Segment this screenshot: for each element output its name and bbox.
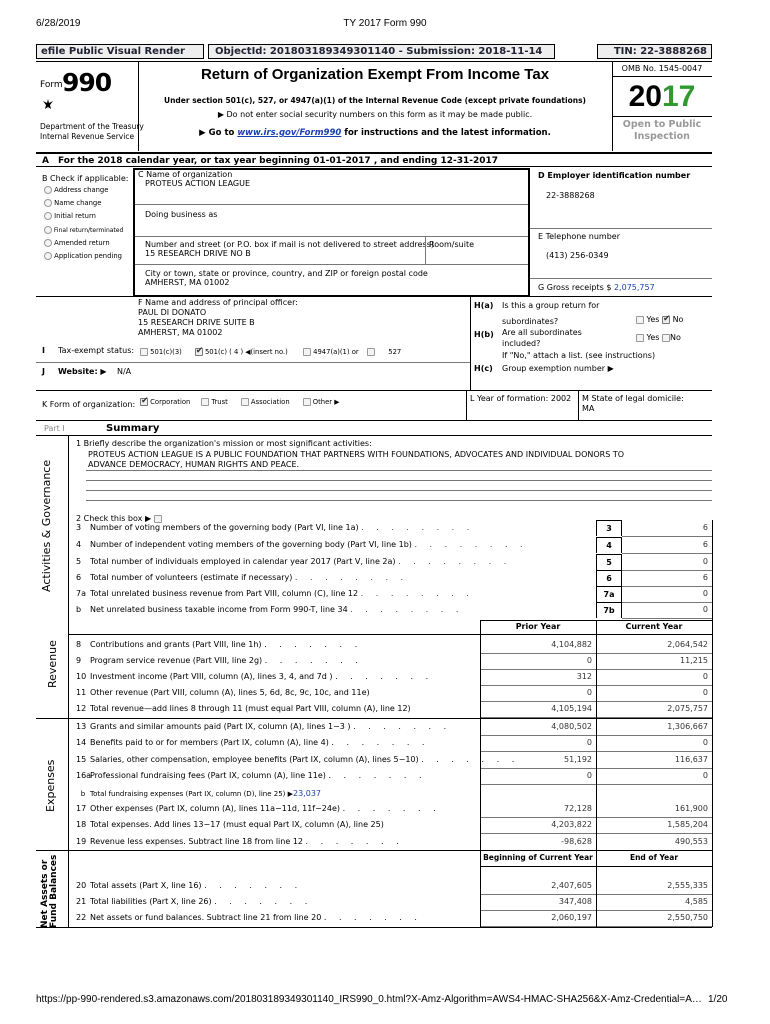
line16b-value: 23,037	[293, 789, 321, 798]
prior-22: 2,060,197	[551, 913, 592, 922]
fin-line-12: 12 Total revenue—add lines 8 through 11 (must equal Part VIII, column (A), line 12)	[76, 704, 411, 713]
gov-value-6: 6	[702, 573, 708, 582]
legal-domicile-value: MA	[582, 404, 595, 413]
fin-line-19: 19 Revenue less expenses. Subtract line 18 from line 12 . . . . . . .	[76, 837, 404, 846]
current-11: 0	[702, 688, 708, 697]
prior-12: 4,105,194	[551, 704, 592, 713]
irs-eagle-icon	[42, 98, 54, 110]
fin-line-11: 11 Other revenue (Part VIII, column (A), lines 5, 6d, 8c, 9c, 10c, and 11e)	[76, 688, 370, 697]
col-begin-year: Beginning of Current Year	[483, 853, 593, 862]
gov-value-b: 0	[702, 605, 708, 614]
current-18: 1,585,204	[667, 820, 708, 829]
website-value: N/A	[117, 367, 132, 376]
gov-value-5: 0	[702, 557, 708, 566]
website-label: Website: ▶	[58, 367, 107, 376]
current-17: 161,900	[674, 804, 708, 813]
col-current-year: Current Year	[625, 622, 683, 631]
hb-note: If "No," attach a list. (see instructions)	[502, 351, 656, 360]
year-of-formation: L Year of formation: 2002	[470, 394, 572, 403]
street-address: 15 RESEARCH DRIVE NO B	[145, 249, 251, 258]
current-19: 490,553	[674, 837, 708, 846]
current-10: 0	[702, 672, 708, 681]
tin-label: TIN: 22-3888268	[597, 44, 712, 59]
prior-16a: 0	[586, 771, 592, 780]
line2-check[interactable]: 2 Check this box ▶	[76, 514, 162, 523]
section-a-letter: A	[42, 156, 49, 166]
gov-box-7a: 7a	[596, 586, 622, 602]
org-form-label: K Form of organization:	[42, 400, 136, 409]
summary-title: Summary	[106, 423, 160, 434]
prior-11: 0	[586, 688, 592, 697]
current-15: 116,637	[674, 755, 708, 764]
current-8: 2,064,542	[667, 640, 708, 649]
form-title: Return of Organization Exempt From Income Tax	[200, 66, 550, 83]
current-9: 11,215	[680, 656, 708, 665]
check-if-applicable: B Check if applicable:	[42, 174, 129, 183]
form-number: 990	[62, 68, 112, 97]
phone-value: (413) 256-0349	[546, 251, 609, 260]
fin-line-17: 17 Other expenses (Part IX, column (A), lines 11a−11d, 11f−24e) . . . . . . .	[76, 804, 441, 813]
fin-line-22: 22 Net assets or fund balances. Subtract line 21 from line 20 . . . . . . .	[76, 913, 422, 922]
fin-line-13: 13 Grants and similar amounts paid (Part IX, column (A), lines 1−3 ) . . . . . . .	[76, 722, 452, 731]
department-label: Department of the Treasury	[40, 122, 144, 131]
gov-box-5: 5	[596, 554, 622, 570]
gov-box-6: 6	[596, 570, 622, 586]
footer-url: https://pp-990-rendered.s3.amazonaws.com/201803189349301140_IRS990_0.html?X-Amz-Algorithm=AWS4-HMAC-SHA256&X-Amz-Credential=A…	[36, 994, 702, 1005]
current-20: 2,555,335	[667, 881, 708, 890]
tax-exempt-status[interactable]: 501(c)(3) ✔ 501(c) ( 4 ) ◀(insert no.) 4947(a)(1) or 527	[140, 348, 401, 356]
gov-line-7a: 7a Total unrelated business revenue from Part VIII, column (C), line 12 . . . . . . . .	[76, 589, 474, 598]
sidebar-expenses: Expenses	[44, 759, 57, 812]
print-title: TY 2017 Form 990	[343, 18, 427, 29]
gross-receipts: G Gross receipts $ 2,075,757	[538, 283, 655, 292]
gov-line-3: 3 Number of voting members of the governing body (Part VI, line 1a) . . . . . . . .	[76, 523, 475, 532]
public-inspection: Open to Public Inspection	[622, 119, 702, 142]
gov-box-3: 3	[596, 520, 622, 536]
current-22: 2,550,750	[667, 913, 708, 922]
line16b: b Total fundraising expenses (Part IX, column (D), line 25) ▶23,037	[80, 789, 321, 798]
hb-question-cont: included?	[502, 339, 541, 348]
legal-domicile-label: M State of legal domicile:	[582, 394, 684, 403]
gov-line-6: 6 Total number of volunteers (estimate if necessary) . . . . . . . .	[76, 573, 409, 582]
prior-21: 347,408	[558, 897, 592, 906]
prior-15: 51,192	[564, 755, 592, 764]
line1-label: 1 Briefly describe the organization's mission or most significant activities:	[76, 439, 372, 448]
gov-box-7b: 7b	[596, 602, 622, 618]
prior-8: 4,104,882	[551, 640, 592, 649]
current-21: 4,585	[685, 897, 708, 906]
current-16a: 0	[702, 771, 708, 780]
application-pending-option[interactable]: Application pending	[44, 250, 123, 263]
current-12: 2,075,757	[667, 704, 708, 713]
ha-yes-no[interactable]: Yes ✔ No	[636, 315, 683, 324]
initial-return-option[interactable]: Initial return	[44, 210, 123, 223]
ein-value: 22-3888268	[546, 191, 595, 200]
fin-line-15: 15 Salaries, other compensation, employee benefits (Part IX, column (A), lines 5−10) . . . . . . .	[76, 755, 520, 764]
col-prior-year: Prior Year	[515, 622, 561, 631]
prior-9: 0	[586, 656, 592, 665]
mission-text-2: ADVANCE DEMOCRACY, HUMAN RIGHTS AND PEACE.	[88, 460, 300, 469]
form-subtitle: Under section 501(c), 527, or 4947(a)(1) of the Internal Revenue Code (except private foundations)	[164, 96, 586, 105]
col-end-year: End of Year	[629, 853, 679, 862]
goto-line: ▶ Go to www.irs.gov/Form990 for instructions and the latest information.	[199, 128, 551, 138]
fin-line-21: 21 Total liabilities (Part X, line 26) . . . . . . .	[76, 897, 313, 906]
hb-question: Are all subordinates	[502, 328, 582, 337]
gov-line-4: 4 Number of independent voting members of the governing body (Part VI, line 1b) . . . . . . . .	[76, 540, 528, 549]
prior-13: 4,080,502	[551, 722, 592, 731]
section-j-letter: J	[42, 367, 45, 376]
room-label: Room/suite	[429, 240, 474, 249]
fin-line-9: 9 Program service revenue (Part VIII, line 2g) . . . . . . .	[76, 656, 363, 665]
current-14: 0	[702, 738, 708, 747]
sidebar-revenue: Revenue	[46, 640, 59, 688]
fin-line-8: 8 Contributions and grants (Part VIII, line 1h) . . . . . . .	[76, 640, 363, 649]
officer-street: 15 RESEARCH DRIVE SUITE B	[138, 318, 255, 327]
object-id: ObjectId: 201803189349301140 - Submission: 2018-11-14	[208, 44, 555, 59]
city-label: City or town, state or province, country, and ZIP or foreign postal code	[145, 269, 428, 278]
fin-line-18: 18 Total expenses. Add lines 13−17 (must equal Part IX, column (A), line 25)	[76, 820, 384, 829]
prior-17: 72,128	[564, 804, 592, 813]
tax-year-period: For the 2018 calendar year, or tax year beginning 01-01-2017 , and ending 12-31-2017	[58, 156, 499, 166]
gov-value-3: 6	[702, 523, 708, 532]
ha-question: Is this a group return for	[502, 301, 600, 310]
prior-19: -98,628	[561, 837, 592, 846]
org-form-options[interactable]: ✔ Corporation Trust Association Other ▶	[140, 398, 339, 406]
fin-line-14: 14 Benefits paid to or for members (Part IX, column (A), line 4) . . . . . . .	[76, 738, 430, 747]
gov-line-b: b Net unrelated business taxable income from Form 990-T, line 34 . . . . . . . .	[76, 605, 464, 614]
name-change-option[interactable]: Name change	[44, 197, 123, 210]
final-return-option[interactable]: Final return/terminated	[44, 224, 123, 237]
prior-14: 0	[586, 738, 592, 747]
officer-name: PAUL DI DONATO	[138, 308, 207, 317]
dba-label: Doing business as	[145, 210, 218, 219]
ha-question-cont: subordinates?	[502, 317, 559, 326]
fin-line-10: 10 Investment income (Part VIII, column (A), lines 3, 4, and 7d ) . . . . . . .	[76, 672, 434, 681]
officer-city: AMHERST, MA 01002	[138, 328, 223, 337]
omb-number: OMB No. 1545-0047	[621, 64, 703, 73]
form-word: Form	[40, 80, 63, 90]
gov-value-7a: 0	[702, 589, 708, 598]
hb-yes-no[interactable]: Yes No	[636, 333, 681, 342]
gov-box-4: 4	[596, 537, 622, 553]
sidebar-net-assets: Net Assets or Fund Balances	[40, 854, 59, 928]
gov-line-5: 5 Total number of individuals employed in calendar year 2017 (Part V, line 2a) . . . . . . . .	[76, 557, 512, 566]
fin-line-20: 20 Total assets (Part X, line 16) . . . . . . .	[76, 881, 303, 890]
org-name-label: C Name of organization	[138, 170, 233, 179]
phone-label: E Telephone number	[538, 232, 620, 241]
irs-label: Internal Revenue Service	[40, 132, 135, 141]
tax-exempt-label: Tax-exempt status:	[58, 346, 135, 355]
hc-label: H(c)	[474, 364, 493, 373]
ein-label: D Employer identification number	[538, 171, 691, 180]
sidebar-activities: Activities & Governance	[40, 459, 53, 592]
part-number: Part I	[44, 424, 82, 435]
city-address: AMHERST, MA 01002	[145, 278, 230, 287]
current-13: 1,306,667	[667, 722, 708, 731]
tax-year: 2017	[628, 80, 696, 113]
irs-link[interactable]: www.irs.gov/Form990	[237, 128, 342, 138]
ha-label: H(a)	[474, 301, 494, 310]
hc-text: Group exemption number ▶	[502, 364, 614, 373]
amended-return-option[interactable]: Amended return	[44, 237, 123, 250]
render-label: efile Public Visual Render	[36, 44, 204, 59]
print-date: 6/28/2019	[36, 18, 81, 29]
prior-20: 2,407,605	[551, 881, 592, 890]
street-label: Number and street (or P.O. box if mail is not delivered to street address)	[145, 240, 434, 249]
ssn-note: ▶ Do not enter social security numbers on this form as it may be made public.	[217, 110, 533, 119]
prior-18: 4,203,822	[551, 820, 592, 829]
prior-10: 312	[576, 672, 592, 681]
hb-label: H(b)	[474, 330, 494, 339]
address-change-option[interactable]: Address change	[44, 184, 123, 197]
mission-text-1: PROTEUS ACTION LEAGUE IS A PUBLIC FOUNDATION THAT PARTNERS WITH FOUNDATIONS, ADVOCATES AND INDIVIDUAL DONORS TO	[88, 450, 625, 459]
gov-value-4: 6	[702, 540, 708, 549]
section-i-letter: I	[42, 346, 45, 355]
principal-officer-label: F Name and address of principal officer:	[138, 298, 298, 307]
fin-line-16a: 16aProfessional fundraising fees (Part IX, column (A), line 11e) . . . . . . .	[76, 771, 427, 780]
footer-page: 1/20	[708, 994, 728, 1005]
org-name: PROTEUS ACTION LEAGUE	[145, 179, 251, 188]
